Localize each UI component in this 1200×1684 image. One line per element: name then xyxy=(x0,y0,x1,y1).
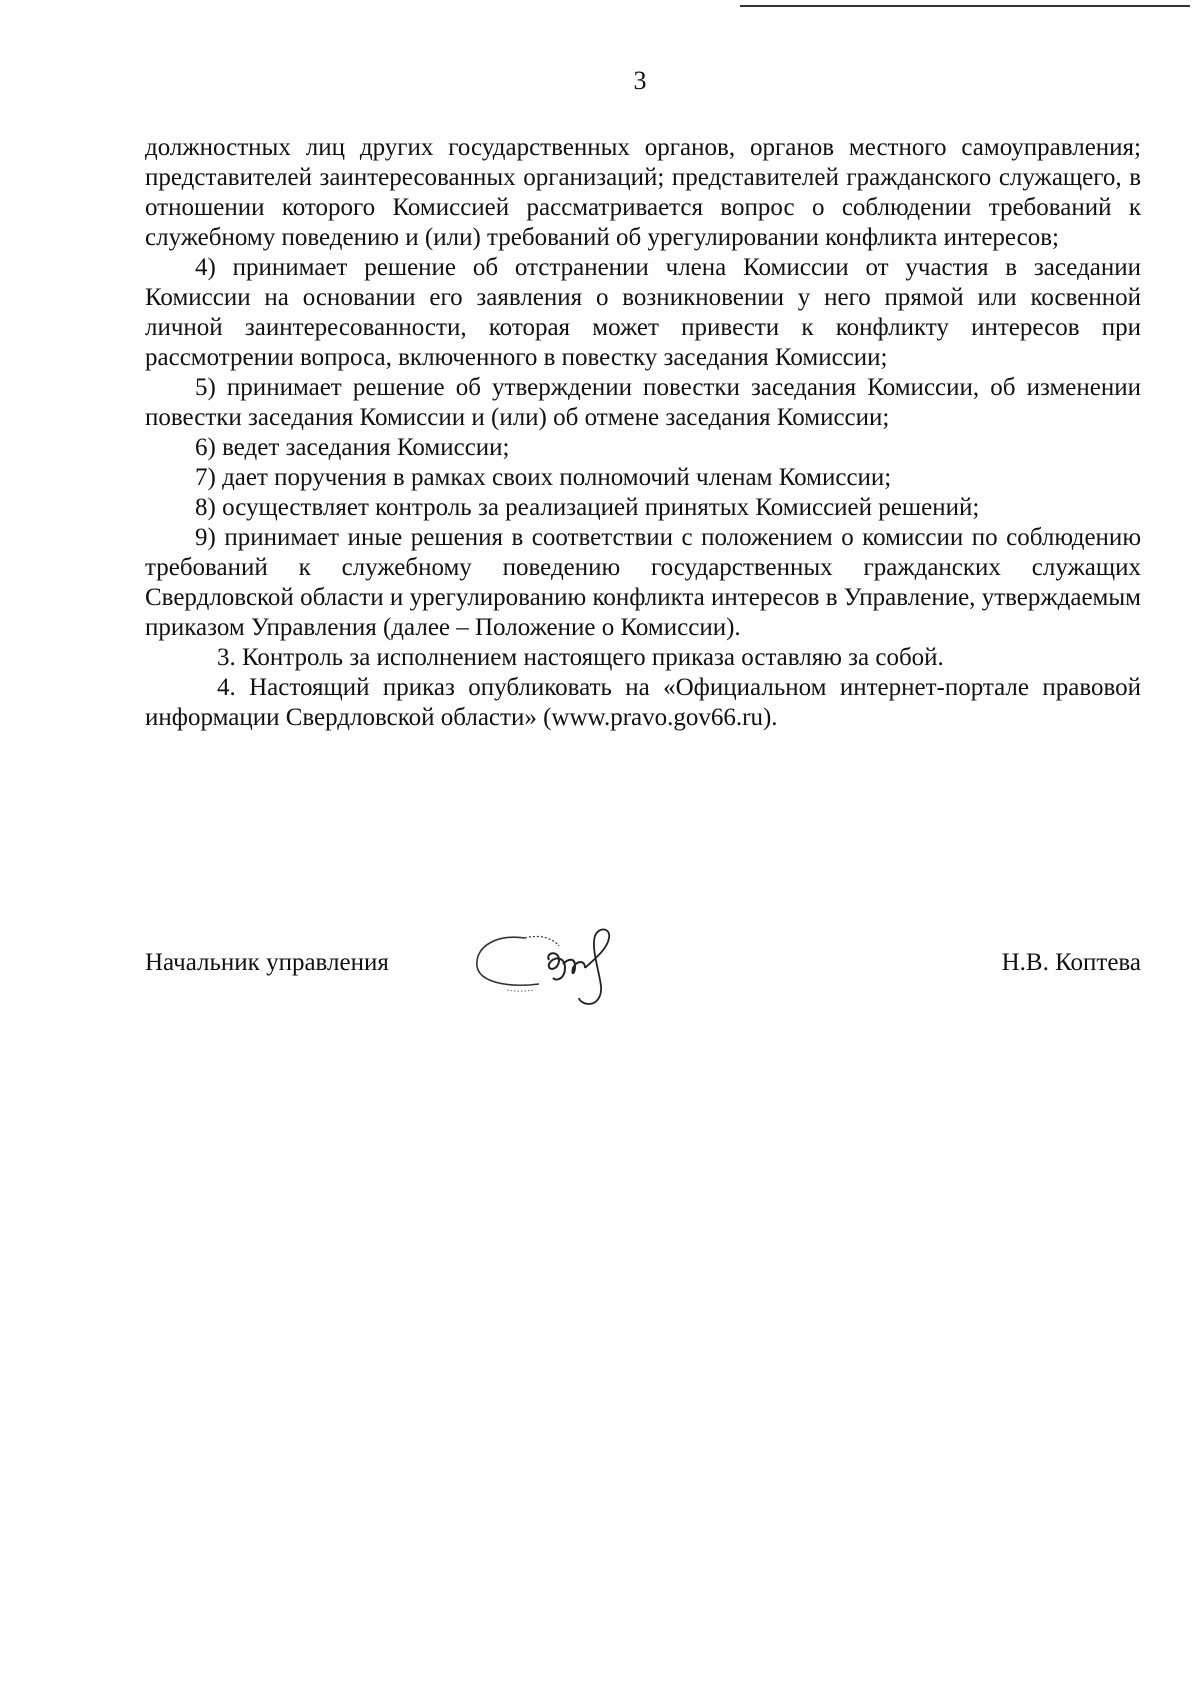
signer-title: Начальник управления xyxy=(145,949,389,976)
top-rule xyxy=(740,5,1190,7)
page-number: 3 xyxy=(633,66,647,95)
signer-name: Н.В. Коптева xyxy=(1001,949,1141,976)
paragraph: 5) принимает решение об утверждении повестки заседания Комиссии, об изменении повестки заседания Комиссии и (или) об отмене заседания Комиссии; xyxy=(145,374,1141,431)
paragraph: 3. Контроль за исполнением настоящего приказа оставляю за собой. xyxy=(217,644,944,671)
paragraph: 6) ведет заседания Комиссии; xyxy=(195,434,510,461)
document-body xyxy=(145,133,1141,733)
paragraph: 4) принимает решение об отстранении члена Комиссии от участия в заседании Комиссии на основании его заявления о возникновении у него прямой или косвенной личной заинтересованности, которая может привести к конфликту интересов при рассмотрении вопроса, включенного в повестку заседания Комиссии; xyxy=(145,254,1141,371)
paragraph: 4. Настоящий приказ опубликовать на «Официальном интернет-портале правовой информации Свердловской области» (www.pravo.gov66.ru). xyxy=(145,674,1141,731)
paragraph: 8) осуществляет контроль за реализацией принятых Комиссией решений; xyxy=(195,494,980,521)
signature-block xyxy=(145,920,1141,1010)
paragraph: должностных лиц других государственных органов, органов местного самоуправления; представителей заинтересованных организаций; представителей гражданского служащего, в отношении которого Комиссией рассматривается вопрос о соблюдении требований к служебному поведению и (или) требований об урегулировании конфликта интересов; xyxy=(145,134,1141,251)
paragraph: 7) дает поручения в рамках своих полномочий членам Комиссии; xyxy=(195,464,892,491)
paragraph: 9) принимает иные решения в соответствии с положением о комиссии по соблюдению требований к служебному поведению государственных гражданских служащих Свердловской области и урегулированию конфликта интересов в Управление, утверждаемым приказом Управления (далее – Положение о Комиссии). xyxy=(145,524,1141,641)
handwritten-signature xyxy=(467,920,627,1010)
